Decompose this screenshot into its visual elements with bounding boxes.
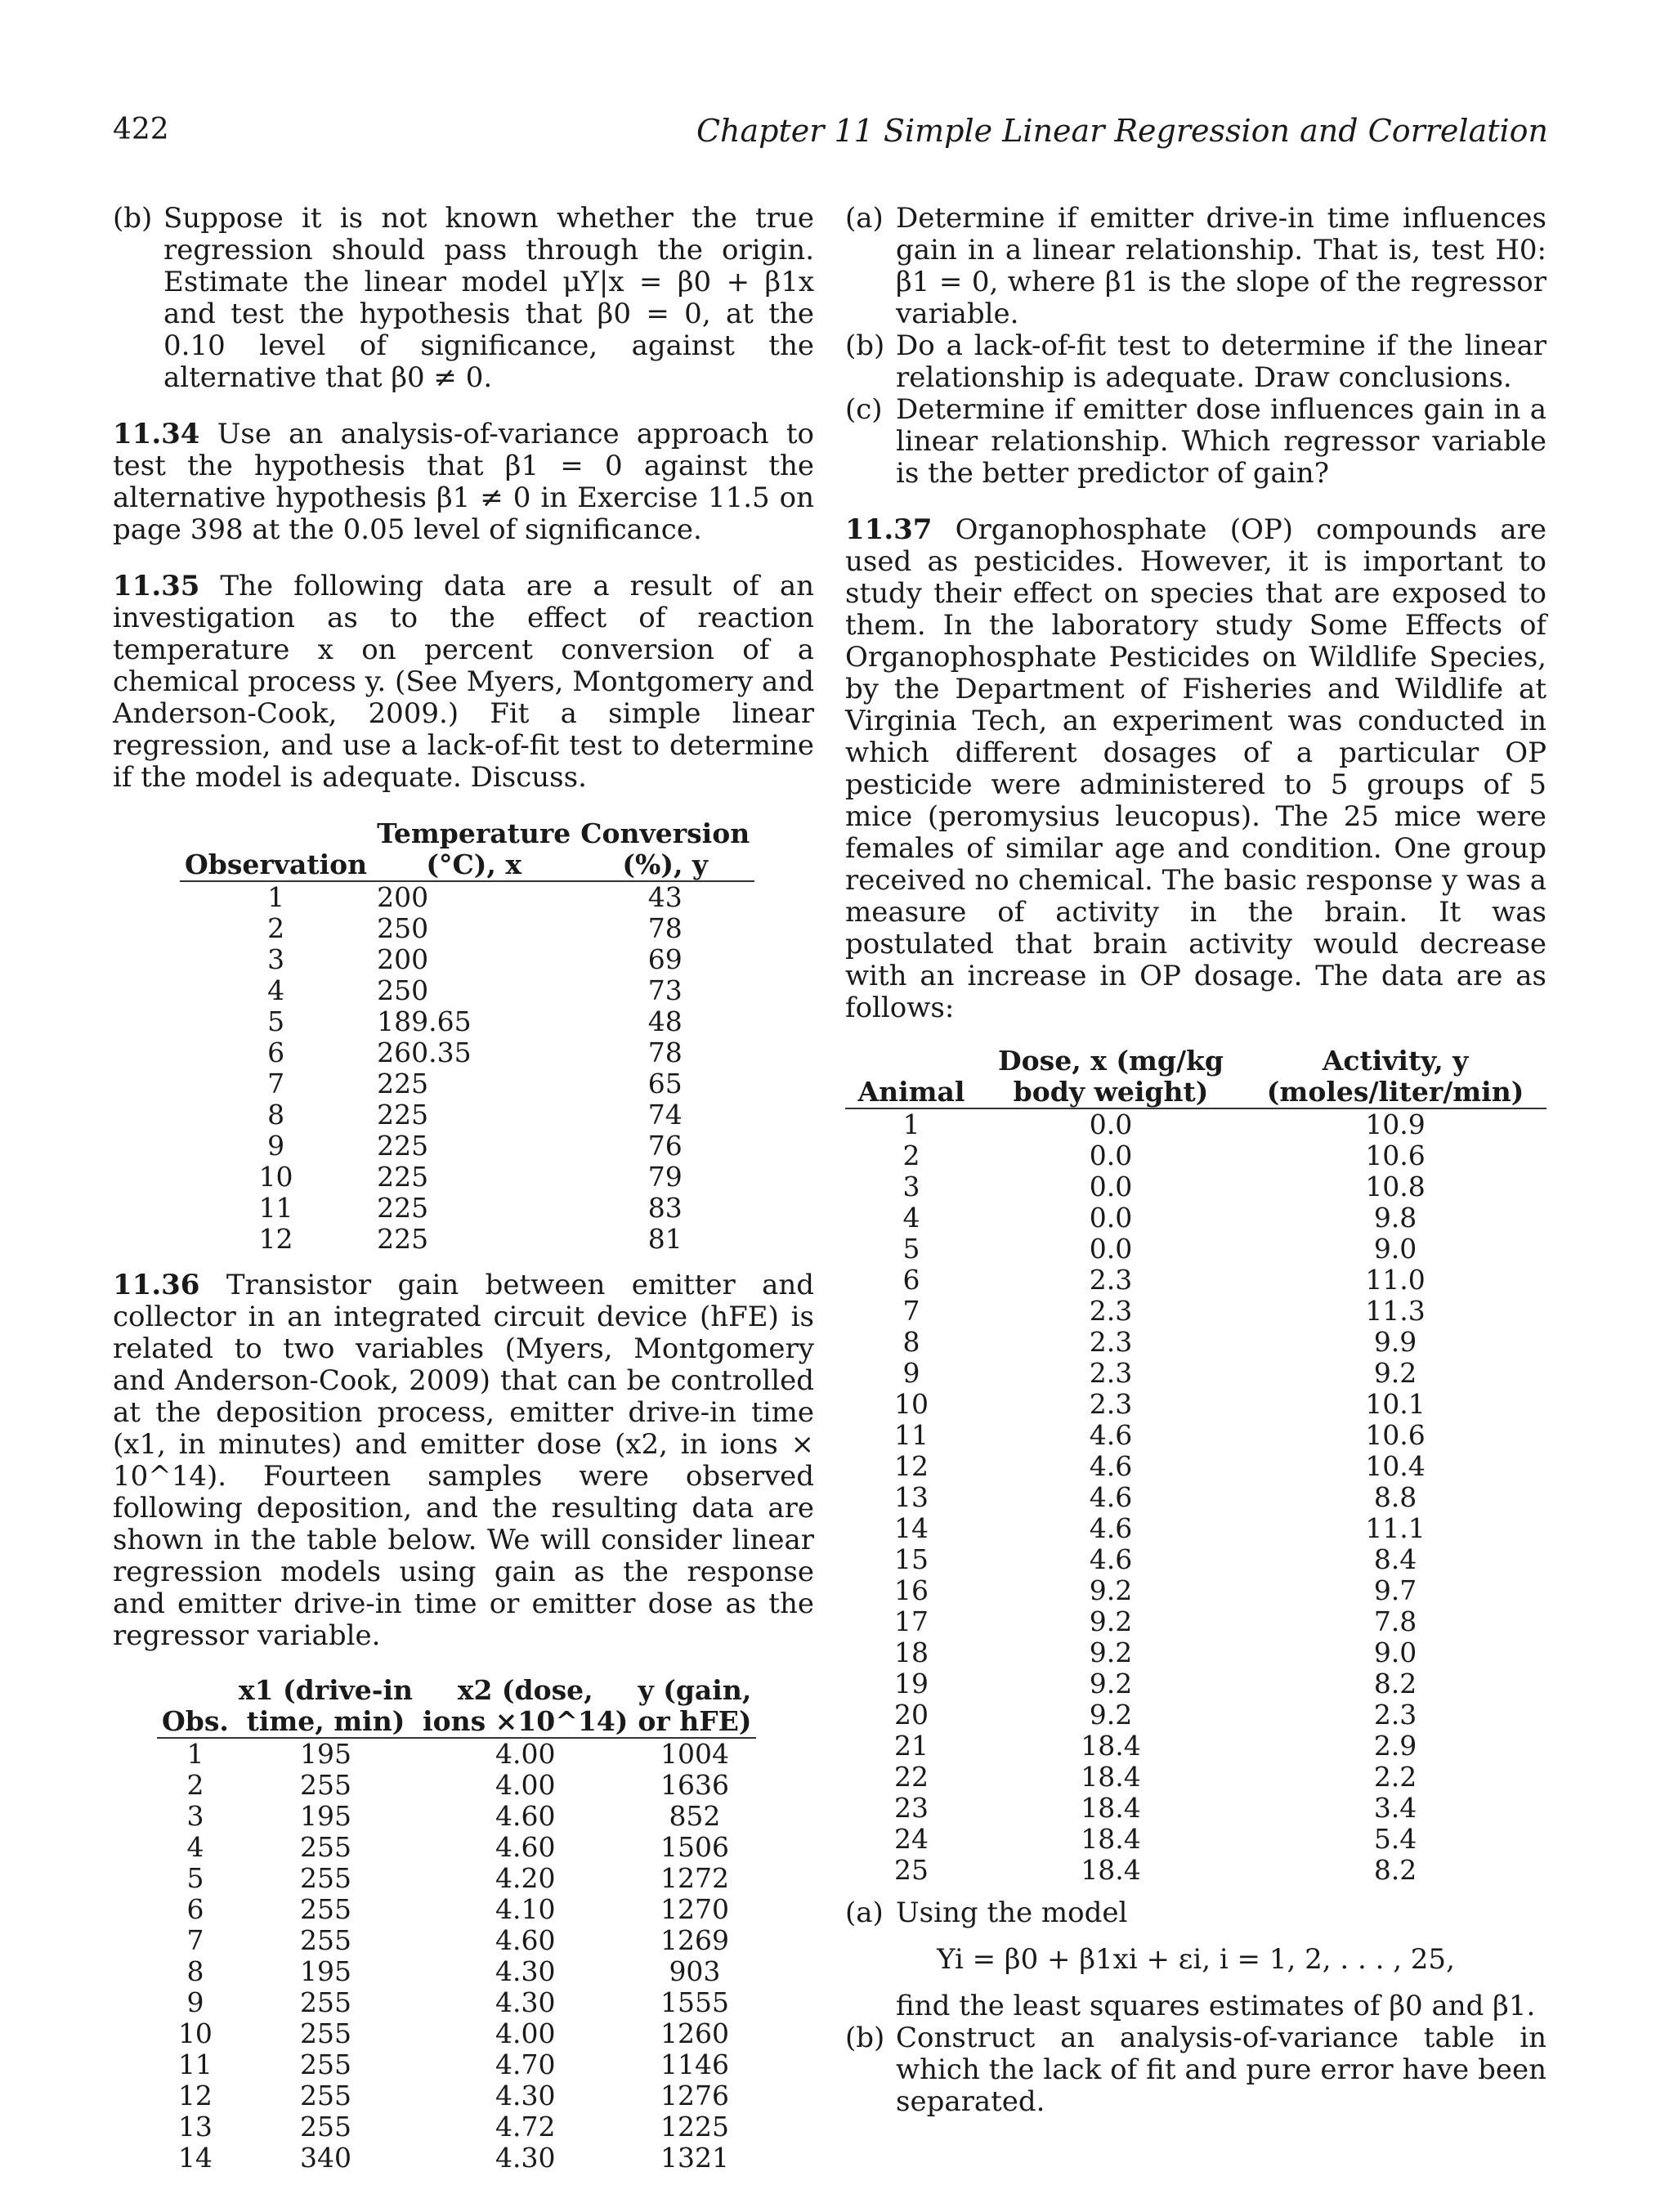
table-row (157, 1925, 756, 1956)
table-row (180, 1099, 754, 1131)
table-cell: 4.30 (495, 2142, 556, 2174)
table-row (845, 1762, 1546, 1793)
table-cell: 4.70 (495, 2049, 556, 2080)
table-cell: 1004 (660, 1738, 729, 1770)
table-cell: 4.60 (495, 1800, 556, 1832)
table-cell: 255 (299, 1769, 351, 1801)
table-cell: 9 (902, 1357, 920, 1389)
table-cell: 20 (893, 1699, 929, 1731)
table-cell: 1272 (660, 1862, 729, 1894)
table-cell: 255 (299, 1924, 351, 1956)
table-row (845, 1108, 1546, 1140)
table-cell: 2 (186, 1769, 204, 1801)
table-row (180, 913, 754, 944)
table-cell: 4.72 (495, 2111, 556, 2143)
table-cell: 4.00 (495, 1738, 556, 1770)
table-cell: 255 (299, 2111, 351, 2143)
table-cell: 4.30 (495, 1955, 556, 1987)
table-cell: 4.30 (495, 1986, 556, 2018)
table-cell: 11 (177, 2049, 213, 2080)
table-cell: 195 (299, 1955, 351, 1987)
table-cell: 9.2 (1373, 1357, 1417, 1389)
table-row (180, 1162, 754, 1193)
table-11-36: x1 (drive-in x2 (dose, y (gain, Obs. time, min) ions ×10^14) or hFE) 1 195 4.00 1004 2 255 4.00 1636 3 195 4.60 852 4 255 4.60 1506 5 255 4.20 1272 6 255 4.10 1270 7 255 4.60 1269 8 195 4.30 903 9 255 4.30 1555 10 255 4.00 1260 11 255 4.70 1146 12 255 4.30 1276 13 255 4.72 1225 14 340 4.30 1321 (157, 1675, 756, 2174)
table-cell: 4 (902, 1202, 920, 1234)
table-cell: 17 (893, 1605, 929, 1637)
table-row (845, 1482, 1546, 1513)
table-cell: 4.6 (1089, 1419, 1133, 1451)
table-cell: 4.6 (1089, 1543, 1133, 1575)
table-row (157, 1863, 756, 1894)
table-cell: 4.30 (495, 2080, 556, 2111)
table-cell: 9.9 (1373, 1326, 1417, 1358)
table-cell: 9.2 (1089, 1699, 1133, 1731)
table-cell: 7 (186, 1924, 204, 1956)
table-row (180, 1037, 754, 1068)
table-row (180, 1006, 754, 1037)
table-cell: 7.8 (1373, 1605, 1417, 1637)
table-cell: 2.3 (1089, 1326, 1133, 1358)
table-cell: 189.65 (377, 1005, 472, 1037)
table-cell: 12 (177, 2080, 213, 2111)
table-cell: 2 (267, 912, 285, 944)
table-cell: 9.2 (1089, 1668, 1133, 1699)
table-cell: 2.3 (1089, 1295, 1133, 1327)
table-row (845, 1234, 1546, 1265)
table-cell: 9.8 (1373, 1202, 1417, 1234)
exercise-11-37: 11.37 Organophosphate (OP) compounds are used as pesticides. However, it is important to study their effect on species that are exposed to them. In the laboratory study Some Effects of Organophosphate Pesticides on Wildlife Species, by the Department of Fisheries and Wildlife at Virginia Tech, an experiment was conducted in which different dosages of a particular OP pesticide were administered to 5 groups of 5 mice (peromysius leucopus). The 25 mice were females of similar age and condition. One group received no chemical. The basic response y was a measure of activity in the brain. It was postulated that brain activity would decrease with an increase in OP dosage. The data are as follows: (845, 513, 1546, 1024)
table-cell: 76 (647, 1130, 683, 1162)
table-row (180, 1224, 754, 1255)
table-row (845, 1296, 1546, 1327)
table-row (845, 1637, 1546, 1668)
table-cell: 11.3 (1365, 1295, 1426, 1327)
table-cell: 4.00 (495, 1769, 556, 1801)
table-cell: 6 (902, 1264, 920, 1296)
table-cell: 1270 (660, 1893, 729, 1925)
table-cell: 18.4 (1081, 1854, 1141, 1886)
table-row (845, 1699, 1546, 1731)
table-cell: 73 (647, 974, 683, 1006)
table-cell: 225 (377, 1192, 429, 1224)
table-cell: 10.1 (1365, 1388, 1426, 1420)
table-row (845, 1513, 1546, 1544)
table-cell: 4.6 (1089, 1450, 1133, 1482)
table-cell: 255 (299, 1893, 351, 1925)
table-row (157, 2080, 756, 2111)
table-cell: 2.2 (1373, 1761, 1417, 1793)
left-column (113, 203, 814, 2174)
table-cell: 4.60 (495, 1831, 556, 1863)
table-row (845, 1451, 1546, 1482)
table-row (845, 1731, 1546, 1762)
table-cell: 65 (647, 1068, 683, 1099)
page-number: 422 (113, 113, 169, 146)
table-cell: 8 (902, 1326, 920, 1358)
table-cell: 255 (299, 1831, 351, 1863)
exercise-11-36: 11.36 Transistor gain between emitter and collector in an integrated circuit device (hFE) is related to two variables (Myers, Montgomery and Anderson-Cook, 2009) that can be controlled at the deposition process, emitter drive-in time (x1, in minutes) and emitter dose (x2, in ions × 10^14). Fourteen samples were observed following deposition, and the resulting data are shown in the table below. We will consider linear regression models using gain as the response and emitter drive-in time or emitter dose as the regressor variable. (113, 1269, 815, 1652)
table-cell: 10.6 (1365, 1140, 1426, 1171)
table-cell: 9 (267, 1130, 285, 1162)
table-cell: 225 (377, 1099, 429, 1131)
table-row (845, 1265, 1546, 1296)
table-cell: 10.9 (1365, 1108, 1426, 1140)
table-cell: 9.0 (1373, 1637, 1417, 1668)
table-cell: 5 (267, 1005, 285, 1037)
table-cell: 9.2 (1089, 1574, 1133, 1606)
part-b-prev: (b) Suppose it is not known whether the true regression should pass through the origin. Estimate the linear model μY|x = β0 + β1x and test the hypothesis that β0 = 0, at the 0.10 level of significance, against the alternative that β0 ≠ 0. (113, 202, 814, 394)
table-cell: 12 (893, 1450, 929, 1482)
table-cell: 78 (647, 912, 683, 944)
table-cell: 14 (893, 1512, 929, 1544)
table-cell: 11 (893, 1419, 929, 1451)
part-a: (a) Determine if emitter drive-in time influences gain in a linear relationship. That is, test H0: β1 = 0, where β1 is the slope of the regressor variable. (845, 202, 1546, 330)
table-cell: 255 (299, 2017, 351, 2049)
part-b: (b) Do a lack-of-fit test to determine if the linear relationship is adequate. Draw conclusions. (845, 329, 1546, 394)
table-row (845, 1544, 1546, 1575)
table-row (157, 2143, 756, 2174)
table-11-37: Dose, x (mg/kg Activity, y Animal body weight) (moles/liter/min) 1 0.0 10.9 2 0.0 10.6 3 0.0 10.8 4 0.0 9.8 5 0.0 9.0 6 2.3 11.0 7 2.3 11.3 8 2.3 9.9 9 2.3 9.2 10 2.3 10.1 11 4.6 10.6 12 4.6 10.4 13 4.6 8.8 14 4.6 11.1 15 4.6 8.4 16 9.2 9.7 17 9.2 7.8 18 9.2 9.0 19 9.2 8.2 20 9.2 2.3 21 18.4 2.9 22 18.4 2.2 23 18.4 3.4 24 18.4 5.4 25 18.4 8.2 (845, 1046, 1546, 1886)
table-cell: 18.4 (1081, 1792, 1141, 1824)
table-row (157, 1894, 756, 1925)
table-cell: 1 (186, 1738, 204, 1770)
table-cell: 10 (893, 1388, 929, 1420)
table-cell: 23 (893, 1792, 929, 1824)
table-row (180, 944, 754, 975)
table-cell: 4.6 (1089, 1512, 1133, 1544)
table-cell: 1506 (660, 1831, 729, 1863)
table-row (157, 1770, 756, 1801)
table-cell: 81 (647, 1223, 683, 1255)
table-cell: 255 (299, 1862, 351, 1894)
table-row (180, 1131, 754, 1162)
table-cell: 13 (177, 2111, 213, 2143)
table-cell: 250 (377, 974, 429, 1006)
table-row (845, 1793, 1546, 1824)
table-cell: 250 (377, 912, 429, 944)
table-row (845, 1855, 1546, 1886)
table-cell: 1225 (660, 2111, 729, 2143)
table-cell: 4 (267, 974, 285, 1006)
table-cell: 78 (647, 1037, 683, 1068)
table-cell: 15 (893, 1543, 929, 1575)
table-cell: 21 (893, 1730, 929, 1762)
table-cell: 8.8 (1373, 1481, 1417, 1513)
table-row (845, 1824, 1546, 1855)
table-cell: 11.1 (1365, 1512, 1426, 1544)
table-cell: 11.0 (1365, 1264, 1426, 1296)
table-row (157, 2049, 756, 2080)
table-cell: 8.2 (1373, 1854, 1417, 1886)
table-cell: 4 (186, 1831, 204, 1863)
table-cell: 6 (267, 1037, 285, 1068)
table-cell: 255 (299, 1986, 351, 2018)
table-cell: 5.4 (1373, 1823, 1417, 1855)
table-cell: 0.0 (1089, 1202, 1133, 1234)
table-cell: 8.4 (1373, 1543, 1417, 1575)
table-cell: 1260 (660, 2017, 729, 2049)
table-cell: 5 (902, 1233, 920, 1265)
table-row (845, 1140, 1546, 1171)
table-cell: 225 (377, 1161, 429, 1193)
table-cell: 225 (377, 1130, 429, 1162)
exercise-11-35: 11.35 The following data are a result of an investigation as to the effect of reaction temperature x on percent conversion of a chemical process y. (See Myers, Montgomery and Anderson-Cook, 2009.) Fit a simple linear regression, and use a lack-of-fit test to determine if the model is adequate. Discuss. (113, 570, 815, 794)
table-cell: 903 (669, 1955, 721, 1987)
table-row (845, 1389, 1546, 1420)
table-cell: 1 (902, 1108, 920, 1140)
table-cell: 195 (299, 1800, 351, 1832)
table-cell: 852 (669, 1800, 721, 1832)
table-cell: 2 (902, 1140, 920, 1171)
table-cell: 16 (893, 1574, 929, 1606)
part-c: (c) Determine if emitter dose influences gain in a linear relationship. Which regressor variable is the better predictor of gain? (845, 393, 1546, 490)
table-cell: 2.3 (1089, 1388, 1133, 1420)
table-cell: 4.20 (495, 1862, 556, 1894)
table-row (180, 1068, 754, 1099)
right-column (845, 203, 1546, 2118)
table-cell: 225 (377, 1223, 429, 1255)
table-cell: 1555 (660, 1986, 729, 2018)
table-row (845, 1420, 1546, 1451)
table-cell: 18 (893, 1637, 929, 1668)
table-cell: 3 (902, 1171, 920, 1202)
table-cell: 255 (299, 2049, 351, 2080)
table-cell: 48 (647, 1005, 683, 1037)
table-cell: 0.0 (1089, 1108, 1133, 1140)
table-cell: 7 (267, 1068, 285, 1099)
table-row (180, 881, 754, 913)
table-cell: 3 (186, 1800, 204, 1832)
table-cell: 25 (893, 1854, 929, 1886)
table-row (845, 1575, 1546, 1606)
table-cell: 43 (647, 881, 683, 913)
table-cell: 1 (267, 881, 285, 913)
table-cell: 74 (647, 1099, 683, 1131)
table-cell: 0.0 (1089, 1233, 1133, 1265)
table-cell: 12 (258, 1223, 293, 1255)
table-cell: 9.2 (1089, 1637, 1133, 1668)
table-cell: 200 (377, 943, 429, 975)
table-cell: 1321 (660, 2142, 729, 2174)
table-cell: 195 (299, 1738, 351, 1770)
table-cell: 0.0 (1089, 1171, 1133, 1202)
table-cell: 10.6 (1365, 1419, 1426, 1451)
table-cell: 1269 (660, 1924, 729, 1956)
table-cell: 83 (647, 1192, 683, 1224)
table-cell: 4.60 (495, 1924, 556, 1956)
table-cell: 340 (299, 2142, 351, 2174)
table-cell: 13 (893, 1481, 929, 1513)
table-cell: 10 (258, 1161, 293, 1193)
table-cell: 9.0 (1373, 1233, 1417, 1265)
table-cell: 2.3 (1089, 1357, 1133, 1389)
table-cell: 1636 (660, 1769, 729, 1801)
table-row (845, 1606, 1546, 1637)
table-cell: 9.7 (1373, 1574, 1417, 1606)
table-row (845, 1358, 1546, 1389)
part-a-model-cont: find the least squares estimates of β0 and β1. (896, 1990, 1536, 2022)
table-cell: 4.10 (495, 1893, 556, 1925)
table-cell: 0.0 (1089, 1140, 1133, 1171)
table-cell: 5 (186, 1862, 204, 1894)
table-cell: 255 (299, 2080, 351, 2111)
table-cell: 10 (177, 2017, 213, 2049)
table-row (180, 1193, 754, 1224)
table-cell: 6 (186, 1893, 204, 1925)
table-row (180, 975, 754, 1006)
table-row (157, 1987, 756, 2018)
table-cell: 8 (186, 1955, 204, 1987)
table-cell: 2.9 (1373, 1730, 1417, 1762)
part-b-anova: (b) Construct an analysis-of-variance table in which the lack of fit and pure error have been separated. (845, 2022, 1546, 2118)
table-11-35: Temperature Conversion Observation (°C), x (%), y 1 200 43 2 250 78 3 200 69 4 250 73 5 189.65 48 6 260.35 78 7 225 65 8 225 74 9 225 76 10 225 79 11 225 83 12 225 81 (180, 818, 754, 1255)
table-cell: 18.4 (1081, 1761, 1141, 1793)
table-row (157, 1956, 756, 1987)
table-cell: 1146 (660, 2049, 729, 2080)
table-cell: 9 (186, 1986, 204, 2018)
table-cell: 4.6 (1089, 1481, 1133, 1513)
table-row (157, 1801, 756, 1832)
table-row (157, 1832, 756, 1863)
exercise-11-34: 11.34 Use an analysis-of-variance approach to test the hypothesis that β1 = 0 against the alternative hypothesis β1 ≠ 0 in Exercise 11.5 on page 398 at the 0.05 level of significance. (113, 418, 814, 546)
table-row (845, 1202, 1546, 1234)
table-cell: 18.4 (1081, 1823, 1141, 1855)
table-cell: 1276 (660, 2080, 729, 2111)
model-equation: Yi = β0 + β1xi + εi, i = 1, 2, . . . , 25, (937, 1943, 1455, 1976)
table-cell: 69 (647, 943, 683, 975)
table-cell: 200 (377, 881, 429, 913)
table-cell: 24 (893, 1823, 929, 1855)
part-a-model: (a) Using the model (845, 1896, 1128, 1929)
table-cell: 260.35 (377, 1037, 472, 1068)
table-row (157, 2018, 756, 2049)
table-cell: 14 (177, 2142, 213, 2174)
table-cell: 18.4 (1081, 1730, 1141, 1762)
table-row (845, 1668, 1546, 1699)
table-cell: 9.2 (1089, 1605, 1133, 1637)
table-row (157, 1738, 756, 1770)
table-cell: 2.3 (1089, 1264, 1133, 1296)
table-cell: 3.4 (1373, 1792, 1417, 1824)
table-cell: 4.00 (495, 2017, 556, 2049)
table-cell: 19 (893, 1668, 929, 1699)
table-cell: 8.2 (1373, 1668, 1417, 1699)
table-cell: 11 (258, 1192, 293, 1224)
table-cell: 7 (902, 1295, 920, 1327)
table-cell: 79 (647, 1161, 683, 1193)
table-cell: 10.4 (1365, 1450, 1426, 1482)
table-cell: 2.3 (1373, 1699, 1417, 1731)
table-cell: 22 (893, 1761, 929, 1793)
table-cell: 225 (377, 1068, 429, 1099)
table-row (157, 2111, 756, 2143)
running-head: Chapter 11 Simple Linear Regression and Correlation (696, 113, 1548, 149)
table-cell: 10.8 (1365, 1171, 1426, 1202)
table-row (845, 1327, 1546, 1358)
table-cell: 8 (267, 1099, 285, 1131)
table-cell: 3 (267, 943, 285, 975)
table-row (845, 1171, 1546, 1202)
